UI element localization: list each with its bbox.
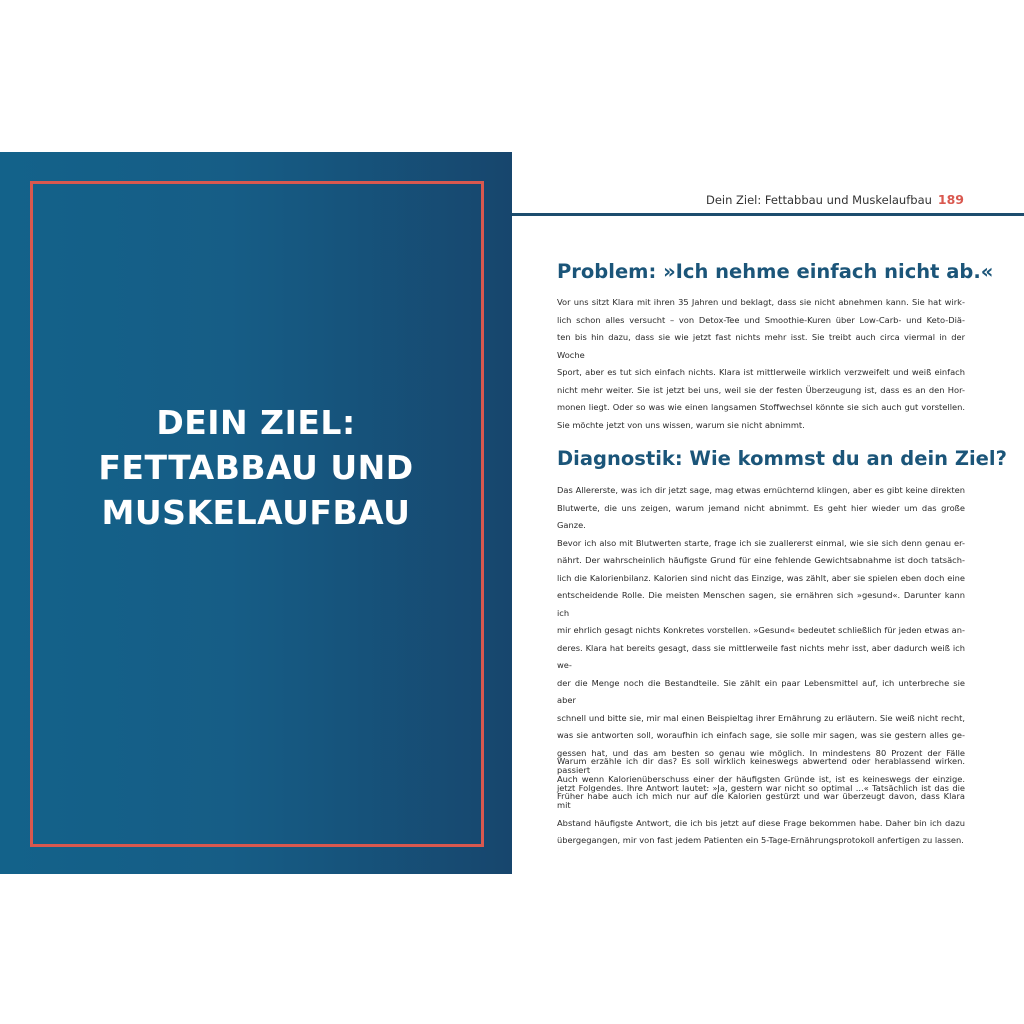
text-line: Vor uns sitzt Klara mit ihren 35 Jahren und beklagt, dass sie nicht abnehmen kann. Sie hat wirk- [557,297,965,307]
text-line: ten bis hin dazu, dass sie wie jetzt fast nichts mehr isst. Sie treibt auch circa viermal in der Woche [557,332,965,360]
text-line: Bevor ich also mit Blutwerten starte, frage ich sie zuallererst einmal, wie sie sich denn genau er- [557,537,965,548]
text-line: Blutwerte, die uns zeigen, warum jemand nicht abnimmt. Es geht hier wieder um das große Ganze. [557,502,965,530]
chapter-title-line: MUSKELAUFBAU [101,493,411,532]
section-heading-problem: Problem: »Ich nehme einfach nicht ab.« [557,260,994,283]
running-header [706,192,964,207]
section-heading-diagnostik: Diagnostik: Wie kommst du an dein Ziel? [557,447,1007,470]
paragraph-warum [557,753,965,806]
header-rule [512,213,1024,216]
chapter-title-line: DEIN ZIEL: [156,403,356,442]
text-line: gessen hat, und das am besten so genau wie möglich. In mindestens 80 Prozent der Fälle passiert [557,747,965,775]
text-line: Das Allererste, was ich dir jetzt sage, mag etwas ernüchternd klingen, aber es gibt keine direkten [557,485,965,495]
chapter-title-line: FETTABBAU UND [98,448,414,487]
paragraph-problem [557,294,965,434]
text-line: schnell und bitte sie, mir mal einen Beispieltag ihrer Ernährung zu erläutern. Sie weiß nicht recht, [557,712,965,723]
text-line: Sport, aber es tut sich einfach nichts. Klara ist mittlerweile wirklich verzweifelt und weiß einfach [557,367,965,377]
text-line: mir ehrlich gesagt nichts Konkretes vorstellen. »Gesund« bedeutet schließlich für jeden etwas an- [557,625,965,635]
chapter-opener-panel [0,152,512,874]
text-line: lich die Kalorienbilanz. Kalorien sind nicht das Einzige, was zählt, aber sie spielen eben doch eine [557,572,965,583]
text-line: was sie antworten soll, woraufhin ich einfach sage, sie solle mir sagen, was sie gestern alles ge- [557,730,965,740]
text-line: jetzt Folgendes. Ihre Antwort lautet: »Ja, gestern war nicht so optimal ...« Tatsächlich ist das die mit [557,782,965,810]
running-title: Dein Ziel: Fettabbau und Muskelaufbau [705,193,932,207]
text-line: Abstand häufigste Antwort, die ich bis jetzt auf diese Frage bekommen habe. Daher bin ich dazu [557,817,965,828]
chapter-title [0,400,512,535]
text-line: Auch wenn Kalorienüberschuss einer der häufigsten Gründe ist, ist es keineswegs der einzige. [557,773,965,784]
text-line: übergegangen, mir von fast jedem Patienten ein 5-Tage-Ernährungsprotokoll anfertigen zu lassen. [557,835,964,845]
text-line: der die Menge noch die Bestandteile. Sie zählt ein paar Lebensmittel auf, ich unterbreche sie aber [557,677,965,705]
page-number: 189 [937,192,964,207]
text-line: deres. Klara hat bereits gesagt, dass sie mittlerweile fast nichts mehr isst, aber dadurch weiß ich we- [557,642,965,670]
text-line: nicht mehr weiter. Sie ist jetzt bei uns, weil sie der festen Überzeugung ist, dass es an den Hor- [557,384,965,395]
text-line: Sie möchte jetzt von uns wissen, warum sie nicht abnimmt. [557,419,805,430]
text-line: monen liegt. Oder so was wie einen langsamen Stoffwechsel könnte sie sich auch gut vorstellen. [557,402,965,412]
text-line: entscheidende Rolle. Die meisten Menschen sagen, sie ernähren sich »gesund«. Darunter kann ich [557,590,965,618]
text-line: Warum erzähle ich dir das? Es soll wirklich keineswegs abwertend oder herablassend wirken. [557,756,965,766]
text-line: lich schon alles versucht – von Detox-Tee und Smoothie-Kuren über Low-Carb- und Keto-Diä- [557,314,965,325]
text-line: Früher habe auch ich mich nur auf die Kalorien gestürzt und war überzeugt davon, dass Klara [557,791,965,801]
text-line: nährt. Der wahrscheinlich häufigste Grund für eine fehlende Gewichtsabnahme ist doch tatsäch- [557,555,965,565]
